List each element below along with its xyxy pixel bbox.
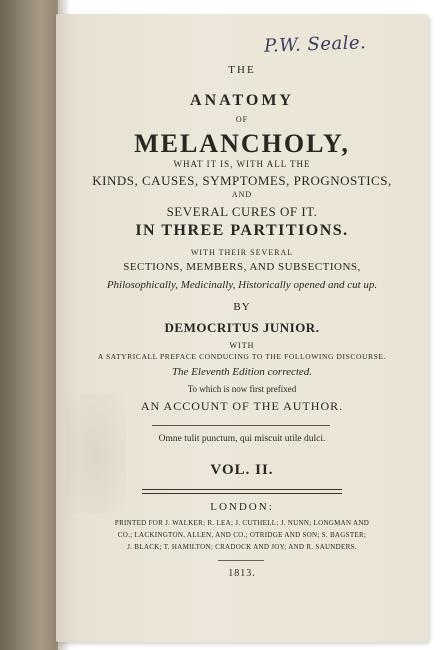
subtitle-philosophically: Philosophically, Medicinally, Historically opened and cut up.	[106, 279, 378, 291]
author-name: DEMOCRITUS JUNIOR.	[164, 320, 320, 335]
subtitle-with-several: WITH THEIR SEVERAL	[190, 248, 294, 257]
imprint-line-2: CO.; LACKINGTON, ALLEN, AND CO.; OTRIDGE AND SON; S. BAGSTER;	[117, 531, 367, 539]
subtitle-sections: SECTIONS, MEMBERS, AND SUBSECTIONS,	[123, 261, 361, 273]
prefixed-line: To which is now first prefixed	[187, 384, 297, 394]
title-anatomy: ANATOMY	[190, 92, 294, 109]
volume-number: VOL. II.	[210, 462, 274, 478]
imprint-line-1: PRINTED FOR J. WALKER; R. LEA; J. CUTHELL; J. NUNN; LONGMAN AND	[114, 519, 370, 527]
imprint-place: LONDON:	[210, 501, 274, 513]
latin-motto: Omne tulit punctum, qui miscuit utile dulci.	[158, 434, 326, 444]
subtitle-what: WHAT IT IS, WITH ALL THE	[173, 159, 311, 169]
imprint-year: 1813.	[228, 568, 256, 579]
divider-rule	[152, 425, 330, 426]
title-page-content	[56, 14, 428, 642]
subtitle-partitions: IN THREE PARTITIONS.	[135, 222, 349, 239]
account-line: AN ACCOUNT OF THE AUTHOR.	[140, 399, 344, 413]
edition-line: The Eleventh Edition corrected.	[171, 366, 313, 378]
title-the: THE	[228, 64, 256, 76]
subtitle-and: AND	[231, 190, 253, 199]
with-line: WITH	[229, 341, 255, 350]
preface-line: A SATYRICALL PREFACE CONDUCING TO THE FOLLOWING DISCOURSE.	[97, 352, 387, 361]
double-rule	[142, 489, 342, 494]
title-melancholy: MELANCHOLY,	[134, 129, 350, 158]
title-page	[56, 14, 428, 642]
imprint-line-3: J. BLACK; T. HAMILTON; CRADOCK AND JOY; AND R. SAUNDERS.	[127, 543, 357, 551]
short-rule	[218, 560, 264, 561]
owner-signature: P.W. Seale.	[263, 32, 367, 57]
subtitle-kinds: KINDS, CAUSES, SYMPTOMES, PROGNOSTICS,	[92, 173, 392, 188]
by-line: BY	[233, 301, 251, 313]
subtitle-cures: SEVERAL CURES OF IT.	[166, 204, 318, 219]
title-of: OF	[235, 115, 249, 124]
